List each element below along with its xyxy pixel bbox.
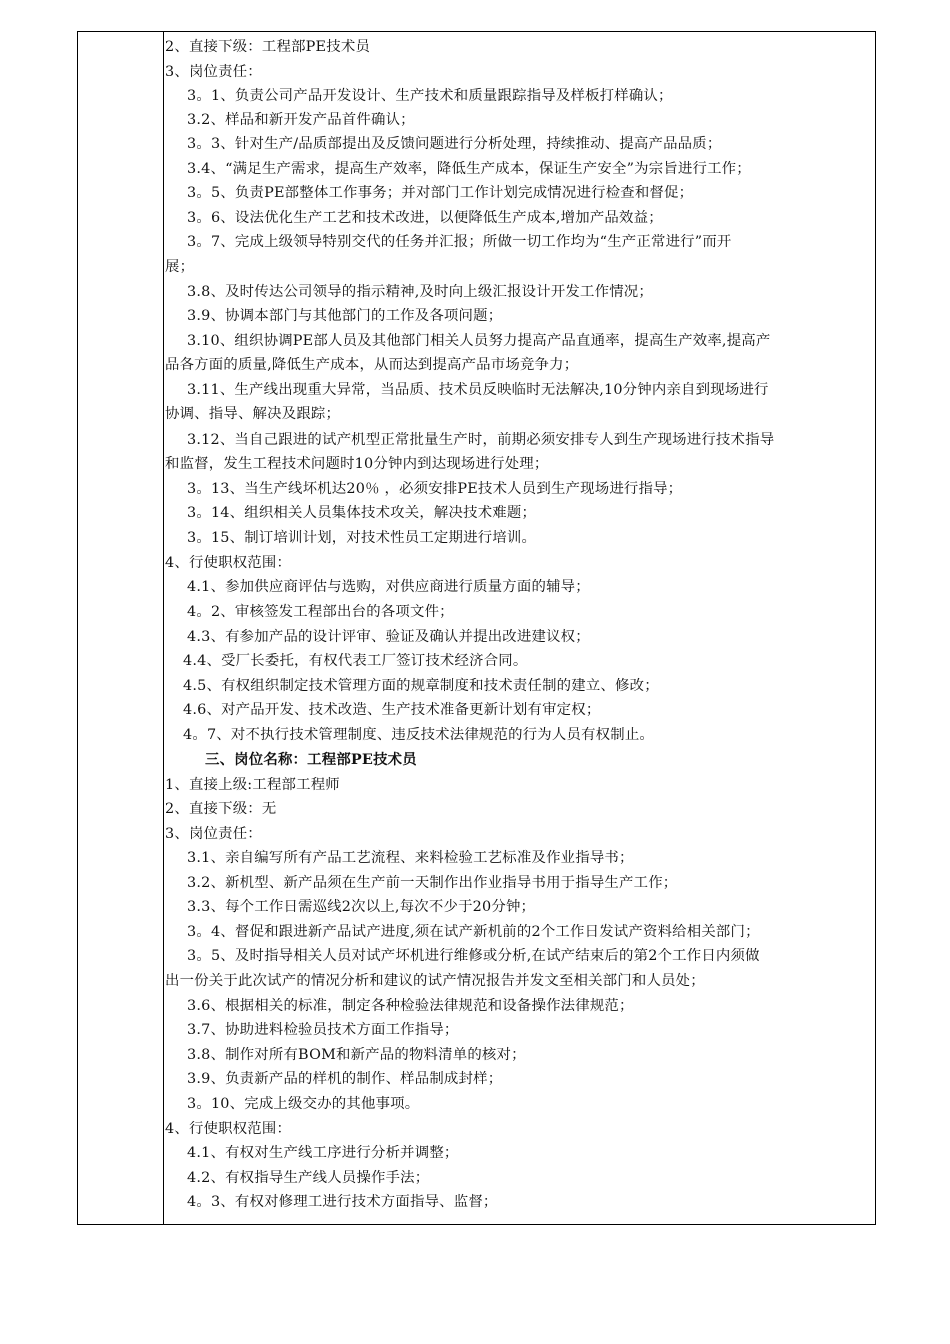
text-line: 3.4、“满足生产需求，提高生产效率，降低生产成本，保证生产安全”为宗旨进行工作； [187, 161, 751, 177]
text-line: 3.1、亲自编写所有产品工艺流程、来料检验工艺标准及作业指导书； [187, 850, 634, 866]
text-line: 3。4、督促和跟进新产品试产进度,须在试产新机前的2个工作日发试产资料给相关部门； [187, 924, 760, 940]
text-line: 2、直接下级：无 [165, 801, 277, 817]
text-line: 3.2、样品和新开发产品首件确认； [187, 112, 415, 128]
text-line: 3.3、每个工作日需巡线2次以上,每次不少于20分钟； [187, 899, 536, 915]
text-line: 出一份关于此次试产的情况分析和建议的试产情况报告并发文至相关部门和人员处； [165, 973, 705, 989]
text-line: 3。14、组织相关人员集体技术攻关，解决技术难题； [187, 505, 537, 521]
text-line: 3.7、协助进料检验员技术方面工作指导； [187, 1022, 459, 1038]
text-line: 4.5、有权组织制定技术管理方面的规章制度和技术责任制的建立、修改； [183, 678, 659, 694]
section-heading: 三、岗位名称：工程部PE技术员 [205, 751, 417, 768]
text-line: 4.6、对产品开发、技术改造、生产技术准备更新计划有审定权； [183, 702, 601, 718]
text-line: 4、行使职权范围： [165, 555, 292, 571]
text-line: 4.4、受厂长委托，有权代表工厂签订技术经济合同。 [183, 653, 528, 669]
text-line: 3.9、协调本部门与其他部门的工作及各项问题； [187, 308, 503, 324]
text-line: 协调、指导、解决及跟踪； [165, 406, 341, 422]
text-line: 3。3、针对生产/品质部提出及反馈问题进行分析处理，持续推动、提高产品品质； [187, 136, 722, 152]
text-line: 3.12、当自己跟进的试产机型正常批量生产时，前期必须安排专人到生产现场进行技术指导 [187, 432, 775, 448]
text-line: 4。3、有权对修理工进行技术方面指导、监督； [187, 1194, 498, 1210]
text-line: 3.10、组织协调PE部人员及其他部门相关人员努力提高产品直通率，提高生产效率,提高产 [187, 333, 771, 349]
text-line: 3、岗位责任： [165, 64, 262, 80]
text-line: 4.3、有参加产品的设计评审、验证及确认并提出改进建议权； [187, 629, 590, 645]
text-line: 3。7、完成上级领导特别交代的任务并汇报；所做一切工作均为“生产正常进行”而开 [187, 234, 732, 250]
text-line: 3。10、完成上级交办的其他事项。 [187, 1096, 420, 1112]
text-line: 品各方面的质量,降低生产成本，从而达到提高产品市场竞争力； [165, 357, 579, 373]
text-line: 3.8、及时传达公司领导的指示精神,及时向上级汇报设计开发工作情况； [187, 284, 653, 300]
text-line: 3.11、生产线出现重大异常，当品质、技术员反映临时无法解决,10分钟内亲自到现场进行 [187, 382, 769, 398]
text-line: 3。5、负责PE部整体工作事务；并对部门工作计划完成情况进行检查和督促； [187, 185, 694, 201]
text-line: 3。13、当生产线坏机达20％ ，必须安排PE技术人员到生产现场进行指导； [187, 481, 683, 497]
content-cell [165, 32, 875, 1224]
label-column [78, 32, 164, 1224]
text-line: 展； [165, 259, 195, 275]
text-line: 和监督，发生工程技术问题时10分钟内到达现场进行处理； [165, 456, 549, 472]
text-line: 3。5、及时指导相关人员对试产坏机进行维修或分析,在试产结束后的第2个工作日内须做 [187, 948, 760, 964]
text-line: 3、岗位责任： [165, 826, 262, 842]
text-line: 3。6、设法优化生产工艺和技术改进，以便降低生产成本,增加产品效益； [187, 210, 663, 226]
text-line: 3.2、新机型、新产品须在生产前一天制作出作业指导书用于指导生产工作； [187, 875, 678, 891]
text-line: 1、直接上级:工程部工程师 [165, 777, 340, 793]
document-table [77, 31, 876, 1225]
text-line: 4。7、对不执行技术管理制度、违反技术法律规范的行为人员有权制止。 [183, 727, 655, 743]
text-line: 3.6、根据相关的标准，制定各种检验法律规范和设备操作法律规范； [187, 998, 634, 1014]
text-line: 4.1、参加供应商评估与选购，对供应商进行质量方面的辅导； [187, 579, 590, 595]
text-line: 4、行使职权范围： [165, 1121, 292, 1137]
text-line: 3。15、制订培训计划，对技术性员工定期进行培训。 [187, 530, 537, 546]
text-line: 4.2、有权指导生产线人员操作手法； [187, 1170, 430, 1186]
text-line: 4。2、审核签发工程部出台的各项文件； [187, 604, 454, 620]
text-line: 4.1、有权对生产线工序进行分析并调整； [187, 1145, 459, 1161]
text-line: 3.8、制作对所有BOM和新产品的物料清单的核对； [187, 1047, 526, 1063]
text-line: 2、直接下级：工程部PE技术员 [165, 39, 371, 55]
text-line: 3.9、负责新产品的样机的制作、样品制成封样； [187, 1071, 503, 1087]
text-line: 3。1、负责公司产品开发设计、生产技术和质量跟踪指导及样板打样确认； [187, 88, 673, 104]
